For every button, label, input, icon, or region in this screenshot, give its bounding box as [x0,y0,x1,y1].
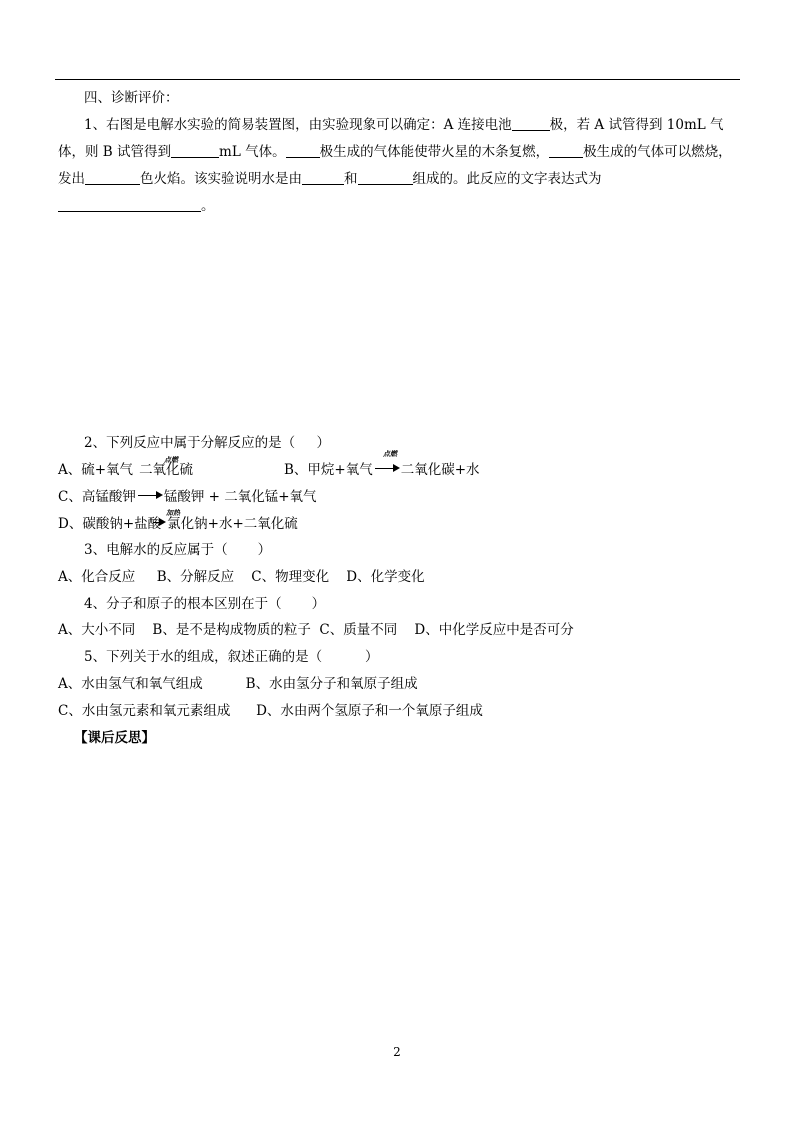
answer-blank[interactable] [85,170,140,185]
q1-text: 组成的。此反应的文字表达式为 [412,171,602,187]
option-text: A、硫+氧气 [58,462,134,478]
answer-blank[interactable] [286,143,320,158]
q1-text: 发出 [58,171,85,187]
answer-blank[interactable] [358,170,413,185]
option-text: B、甲烷+氧气 [284,462,373,478]
page-number: 2 [393,1045,401,1059]
q1-text: 和 [344,171,358,187]
q1-text: 。 [201,198,215,214]
option-text: 锰酸钾 + 二氧化锰+氧气 [163,489,317,505]
q1-line3 [58,170,602,188]
answer-blank[interactable] [512,116,550,131]
q5-stem: 5、下列关于水的组成，叙述正确的是（ ） [84,649,379,665]
reflection-heading: 【课后反思】 [74,730,155,746]
q1-text: mL 气体。 [219,144,286,160]
q3-options: A、化合反应 B、分解反应 C、物理变化 D、化学变化 [58,569,425,585]
q1-text: 极，若 A 试管得到 10mL 气 [549,117,724,133]
q1-text: 极生成的气体能使带火星的木条复燃， [319,144,550,160]
q2-stem: 2、下列反应中属于分解反应的是（ ） [84,435,331,451]
q2-option-c [58,488,317,506]
q1-text: 色火焰。该实验说明水是由 [140,171,302,187]
q1-line1 [84,116,724,134]
option-text: 二氧化硫 [139,462,194,478]
answer-blank[interactable] [58,197,201,212]
reaction-arrow-icon [373,461,401,475]
condition-label: 点燃 [383,449,397,458]
answer-blank[interactable] [549,143,583,158]
q1-text: 极生成的气体可以燃烧， [583,144,732,160]
q2-option-b [284,461,480,479]
answer-blank[interactable] [302,170,344,185]
q1-text: 体，则 B 试管得到 [58,144,172,160]
section-title: 四、诊断评价： [84,90,179,106]
header-rule [55,79,740,80]
q1-line2 [58,143,732,161]
q1-text: 1、右图是电解水实验的简易装置图，由实验现象可以确定：A 连接电池 [84,117,512,133]
option-text: 氯化钠+水+二氧化硫 [167,516,298,532]
q1-line4 [58,197,215,215]
q4-options: A、大小不同 B、是不是构成物质的粒子 C、质量不同 D、中化学反应中是否可分 [58,622,574,638]
option-text: 二氧化碳+水 [400,462,480,478]
reaction-arrow-icon [153,515,167,529]
reaction-arrow-icon [136,488,164,502]
q5-options-ab: A、水由氢气和氧气组成 B、水由氢分子和氧原子组成 [58,676,418,692]
q3-stem: 3、电解水的反应属于（ ） [84,542,272,558]
condition-label: 加热 [166,508,180,517]
q5-options-cd: C、水由氢元素和氧元素组成 D、水由两个氢原子和一个氧原子组成 [58,703,483,719]
condition-label: 点燃 [164,455,178,464]
option-text: C、高锰酸钾 [58,489,136,505]
option-text: D、碳酸钠+盐酸 [58,516,162,532]
q2-option-d [58,515,298,533]
answer-blank[interactable] [171,143,219,158]
q4-stem: 4、分子和原子的根本区别在于（ ） [84,596,326,612]
